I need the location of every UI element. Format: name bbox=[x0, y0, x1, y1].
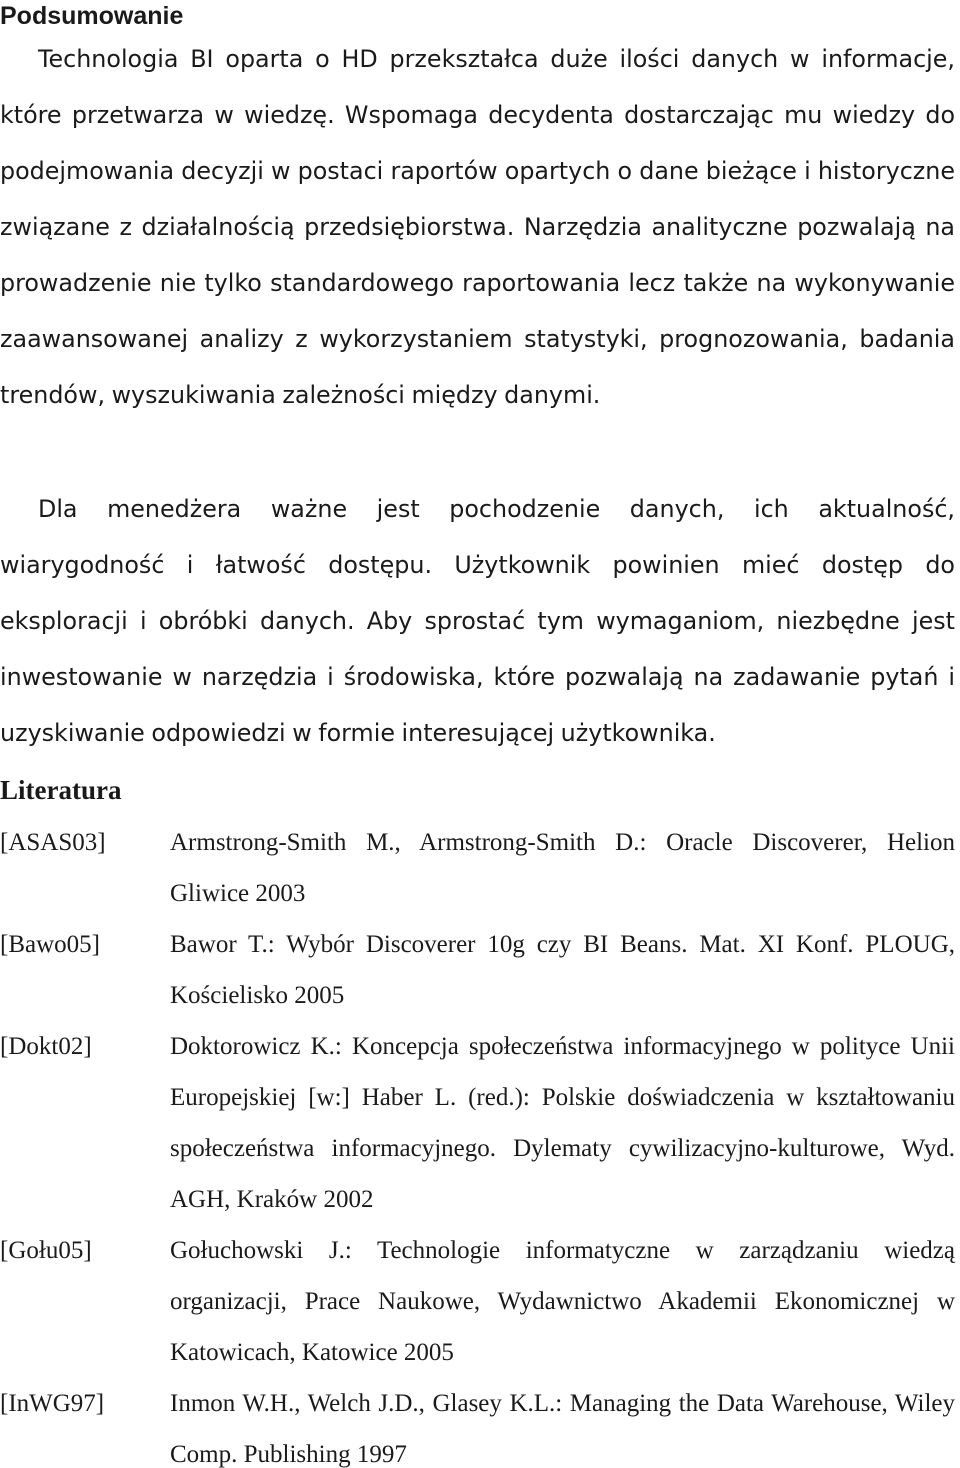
summary-paragraph-2: Dla menedżera ważne jest pochodzenie danych, ich aktualność, wiarygodność i łatwość dostępu. Użytkownik powinien mieć dostęp do eksploracji i obróbki danych. Aby sprostać tym wymaganiom, niezbędne jest inwestowanie w narzędzia i środowiska, które pozwalają na zadawanie pytań i uzyskiwanie odpowiedzi w formie interesującej użytkownika. bbox=[0, 495, 955, 747]
reference-item bbox=[0, 817, 955, 919]
reference-text: Gołuchowski J.: Technologie informatyczne w zarządzaniu wiedzą organizacji, Prace Naukowe, Wydawnictwo Akademii Ekonomicznej w Katowicach, Katowice 2005 bbox=[170, 1237, 955, 1366]
reference-key: [Dokt02] bbox=[0, 1033, 92, 1060]
literature-heading: Literatura bbox=[0, 775, 122, 805]
reference-item bbox=[0, 1021, 955, 1225]
reference-item bbox=[0, 1225, 955, 1378]
summary-heading: Podsumowanie bbox=[0, 2, 184, 30]
reference-text: Doktorowicz K.: Koncepcja społeczeństwa informacyjnego w polityce Unii Europejskiej [w:] Haber L. (red.): Polskie doświadczenia w kształtowaniu społeczeństwa informacyjnego. Dylematy cywilizacyjno-kulturowe, Wyd. AGH, Kraków 2002 bbox=[170, 1033, 955, 1213]
reference-key: [Bawo05] bbox=[0, 931, 100, 958]
reference-key: [InWG97] bbox=[0, 1390, 105, 1417]
reference-item bbox=[0, 1378, 955, 1468]
reference-item bbox=[0, 919, 955, 1021]
reference-text: Inmon W.H., Welch J.D., Glasey K.L.: Managing the Data Warehouse, Wiley Comp. Publishing 1997 bbox=[170, 1390, 955, 1468]
reference-list bbox=[0, 817, 955, 1468]
reference-key: [Gołu05] bbox=[0, 1237, 92, 1264]
reference-text: Bawor T.: Wybór Discoverer 10g czy BI Beans. Mat. XI Konf. PLOUG, Kościelisko 2005 bbox=[170, 931, 955, 1009]
reference-text: Armstrong-Smith M., Armstrong-Smith D.: Oracle Discoverer, Helion Gliwice 2003 bbox=[170, 829, 955, 907]
reference-key: [ASAS03] bbox=[0, 829, 106, 856]
summary-paragraph-1: Technologia BI oparta o HD przekształca duże ilości danych w informacje, które przetwarza w wiedzę. Wspomaga decydenta dostarczając mu wiedzy do podejmowania decyzji w postaci raportów opartych o dane bieżące i historyczne związane z działalnością przedsiębiorstwa. Narzędzia analityczne pozwalają na prowadzenie nie tylko standardowego raportowania lecz także na wykonywanie zaawansowanej analizy z wykorzystaniem statystyki, prognozowania, badania trendów, wyszukiwania zależności między danymi. bbox=[0, 45, 955, 409]
